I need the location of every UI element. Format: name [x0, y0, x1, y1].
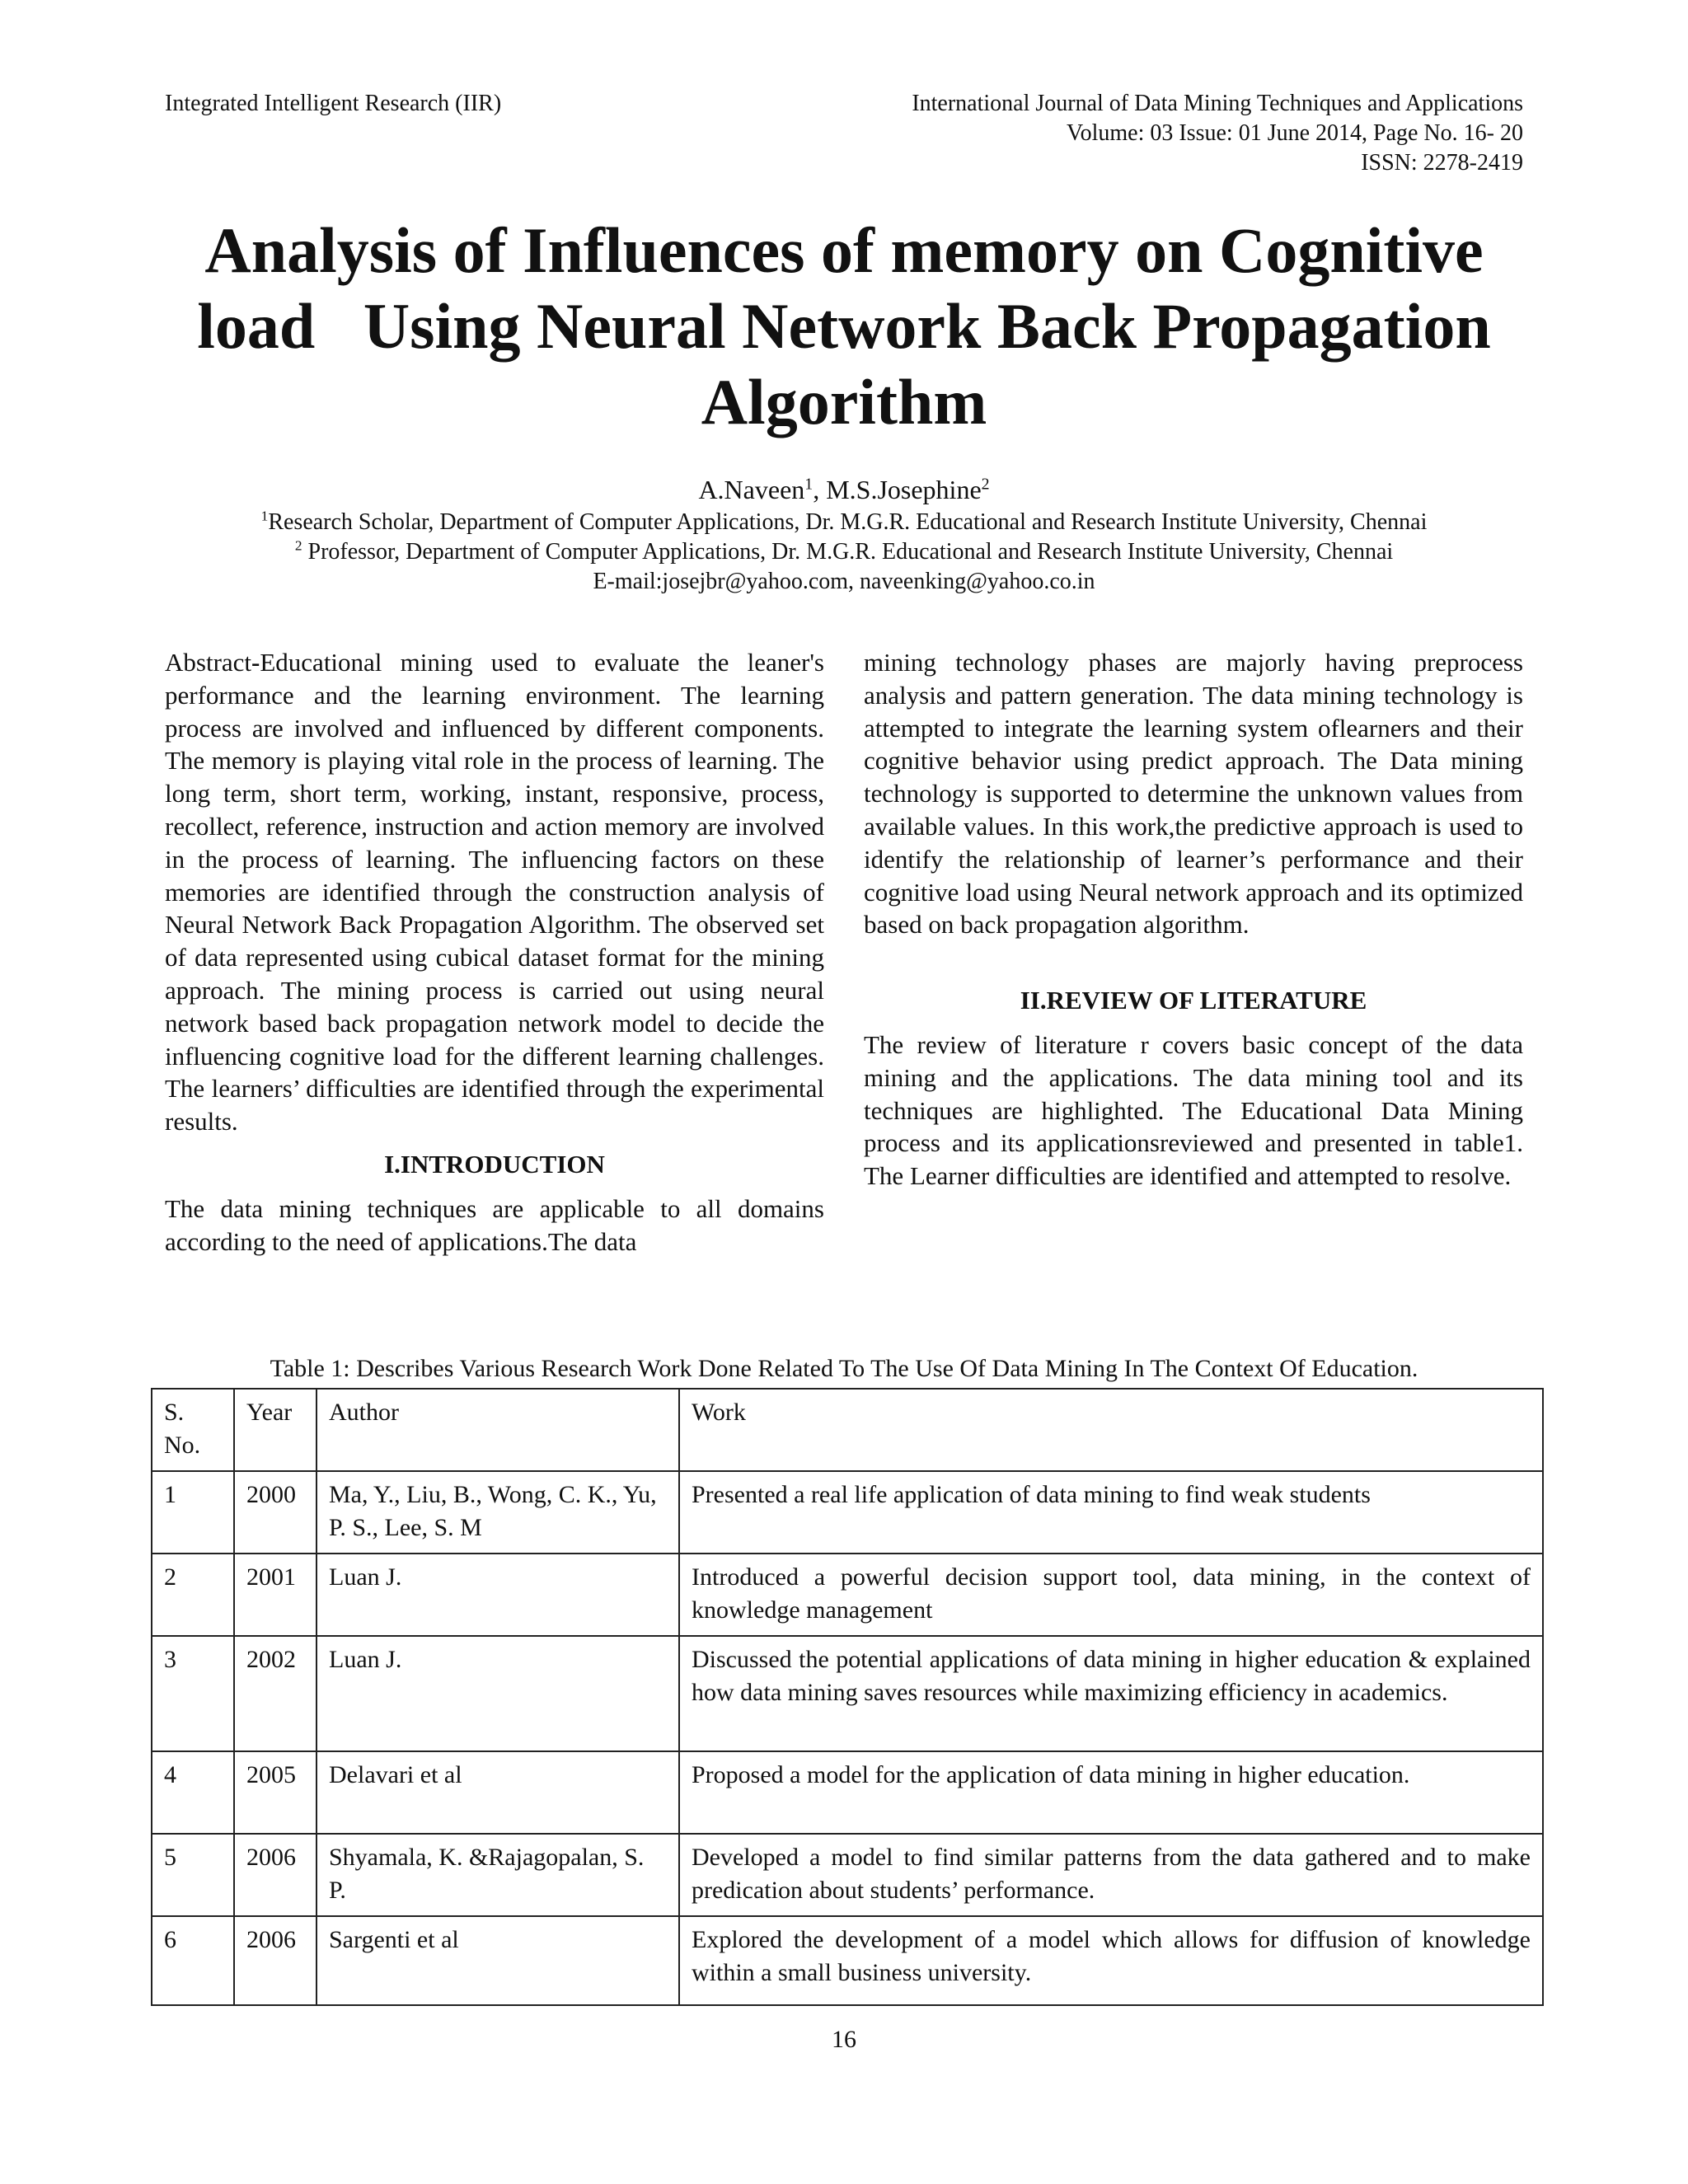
author-separator: ,	[813, 475, 827, 504]
cell-serial: 5	[152, 1834, 234, 1916]
journal-info	[699, 89, 1523, 178]
author-superscript: 1	[804, 475, 814, 494]
cell-year: 2001	[234, 1554, 316, 1636]
cell-serial: 3	[152, 1636, 234, 1751]
cell-year: 2006	[234, 1834, 316, 1916]
author-name: A.Naveen	[698, 475, 805, 504]
cell-author: Luan J.	[316, 1554, 679, 1636]
section-heading-introduction: I.INTRODUCTION	[384, 1149, 605, 1179]
affiliation-superscript: 2	[294, 537, 302, 554]
journal-volume: Volume: 03 Issue: 01 June 2014, Page No. 16- 20	[1067, 120, 1523, 146]
page-number: 16	[832, 2026, 856, 2053]
review-text: The review of literature r covers basic concept of the data mining and the applications. The data mining tool and its techniques are highlighted. The Educational Data Mining process and its applicationsreviewed and presented in table1. The Learner difficulties are identified and attempted to resolve.	[864, 1029, 1523, 1191]
column-header: Work	[679, 1389, 1543, 1471]
cell-author: Ma, Y., Liu, B., Wong, C. K., Yu, P. S., Lee, S. M	[316, 1471, 679, 1554]
cell-year: 2002	[234, 1636, 316, 1751]
affiliation	[148, 508, 1540, 537]
cell-work: Developed a model to find similar patterns from the data gathered and to make predication about students’ performance.	[679, 1834, 1543, 1916]
title-line: Algorithm	[701, 366, 987, 438]
abstract-label: Abstract	[165, 648, 252, 677]
column-header: Author	[316, 1389, 679, 1471]
cell-year: 2005	[234, 1751, 316, 1834]
abstract-dash: -	[251, 648, 260, 677]
author-block	[148, 473, 1540, 597]
left-column	[165, 646, 824, 1258]
cell-year: 2000	[234, 1471, 316, 1554]
table-header-row	[152, 1389, 1543, 1471]
journal-publisher: Integrated Intelligent Research (IIR)	[165, 91, 502, 116]
title-line: load Using Neural Network Back Propagation	[197, 290, 1491, 362]
column-header: S. No.	[152, 1389, 234, 1471]
introduction-text: The data mining techniques are applicable to all domains according to the need of applications.The data	[165, 1193, 824, 1256]
cell-author: Luan J.	[316, 1636, 679, 1751]
author-name: M.S.Josephine	[826, 475, 982, 504]
cell-work: Explored the development of a model which allows for diffusion of knowledge within a small business university.	[679, 1916, 1543, 2005]
column-header: Year	[234, 1389, 316, 1471]
table-row	[152, 1636, 1543, 1751]
cell-author: Delavari et al	[316, 1751, 679, 1834]
table-row	[152, 1751, 1543, 1834]
cell-serial: 1	[152, 1471, 234, 1554]
literature-table	[151, 1388, 1544, 2006]
cell-work: Discussed the potential applications of data mining in higher education & explained how data mining saves resources while maximizing efficiency in academics.	[679, 1636, 1543, 1751]
affiliation-superscript: 1	[260, 508, 269, 524]
cell-year: 2006	[234, 1916, 316, 2005]
affiliation	[148, 537, 1540, 567]
introduction-text-continued: mining technology phases are majorly having preprocess analysis and pattern generation. The data mining technology is attempted to integrate the learning system oflearners and their cognitive behavior using predict approach. The Data mining technology is supported to determine the unknown values from available values. In this work,the predictive approach is used to identify the relationship of learner’s performance and their cognitive load using Neural network approach and its optimized based on back propagation algorithm.	[864, 648, 1523, 940]
cell-serial: 6	[152, 1916, 234, 2005]
cell-author: Shyamala, K. &Rajagopalan, S. P.	[316, 1834, 679, 1916]
cell-author: Sargenti et al	[316, 1916, 679, 2005]
cell-work: Presented a real life application of data mining to find weak students	[679, 1471, 1543, 1554]
section-heading-review: II.REVIEW OF LITERATURE	[1020, 986, 1367, 1015]
author-superscript: 2	[981, 475, 990, 494]
cell-work: Proposed a model for the application of data mining in higher education.	[679, 1751, 1543, 1834]
table-row	[152, 1916, 1543, 2005]
author-email: E-mail:josejbr@yahoo.com, naveenking@yahoo.co.in	[593, 569, 1095, 594]
abstract	[165, 646, 824, 1138]
affiliation-text: Professor, Department of Computer Applications, Dr. M.G.R. Educational and Research Institute University, Chennai	[302, 539, 1394, 565]
literature-table-container	[151, 1388, 1542, 2006]
journal-name: International Journal of Data Mining Techniques and Applications	[912, 91, 1523, 116]
table-row	[152, 1471, 1543, 1554]
paper-title	[165, 213, 1523, 440]
cell-serial: 2	[152, 1554, 234, 1636]
cell-serial: 4	[152, 1751, 234, 1834]
author-names	[148, 473, 1540, 506]
journal-issn: ISSN: 2278-2419	[1361, 150, 1523, 176]
table-row	[152, 1834, 1543, 1916]
abstract-text: Educational mining used to evaluate the leaner's performance and the learning environment. The learning process are involved and influenced by different components. The memory is playing vital role in the process of learning. The long term, short term, working, instant, responsive, process, recollect, reference, instruction and action memory are involved in the process of learning. The influencing factors on these memories are identified through the construction analysis of Neural Network Back Propagation Algorithm. The observed set of data represented using cubical dataset format for the mining approach. The mining process is carried out using neural network based back propagation network model to decide the influencing cognitive load for the different learning challenges. The learners’ difficulties are identified through the experimental results.	[165, 648, 824, 1137]
title-line: Analysis of Influences of memory on Cognitive	[204, 214, 1484, 286]
cell-work: Introduced a powerful decision support tool, data mining, in the context of knowledge management	[679, 1554, 1543, 1636]
right-column	[864, 646, 1523, 1193]
table-caption: Table 1: Describes Various Research Work Done Related To The Use Of Data Mining In The Context Of Education.	[270, 1355, 1418, 1382]
affiliation-text: Research Scholar, Department of Computer Applications, Dr. M.G.R. Educational and Research Institute University, Chennai	[268, 509, 1428, 535]
table-row	[152, 1554, 1543, 1636]
